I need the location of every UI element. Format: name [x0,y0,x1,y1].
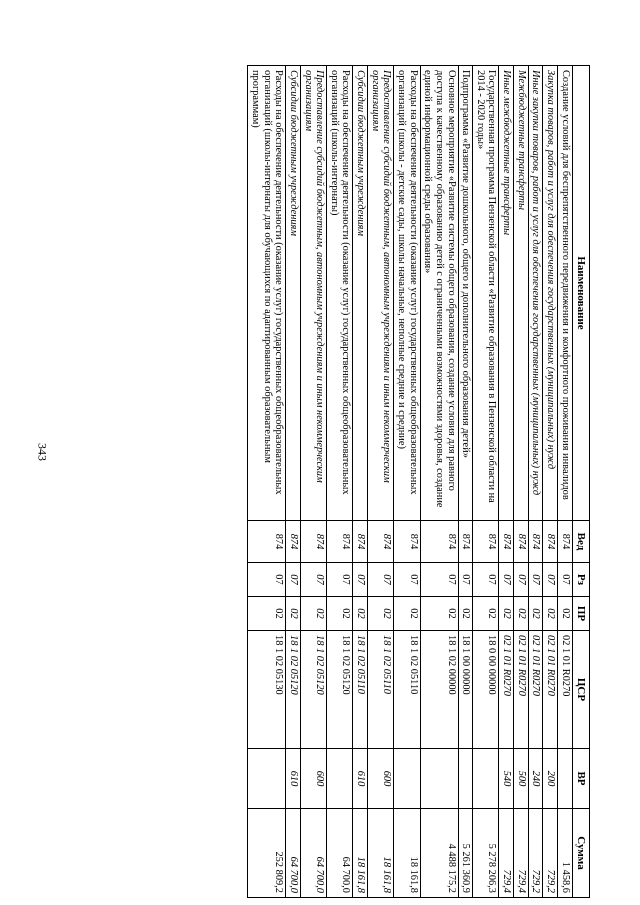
header-pr: ПР [572,597,589,631]
cell-sum: 18 161,8 [353,809,368,898]
cell-sum: 64 700,0 [286,809,301,898]
cell-csr: 18 1 02 05110 [394,631,420,749]
cell-name: Расходы на обеспечение деятельности (оказание услуг) государственных общеобразовательных организаций (школы - детские сады, школы начальные, неполные средние и средние) [394,66,420,521]
cell-rz: 07 [499,563,514,597]
cell-pr: 02 [458,597,473,631]
header-csr: ЦСР [572,631,589,749]
cell-sum: 18 161,8 [368,809,394,898]
cell-csr: 18 1 02 05130 [248,631,286,749]
cell-ved: 874 [420,521,458,563]
cell-vr [327,749,353,809]
cell-sum: 18 161,8 [394,809,420,898]
table-header [572,66,589,898]
cell-ved: 874 [300,521,326,563]
table-row [420,66,458,898]
cell-csr: 02 1 01 R0270 [514,631,529,749]
cell-rz: 07 [248,563,286,597]
cell-csr: 18 1 02 05120 [286,631,301,749]
cell-ved: 874 [458,521,473,563]
cell-vr: 240 [528,749,543,809]
table-row [514,66,529,898]
cell-csr: 18 1 00 00000 [458,631,473,749]
cell-vr [458,749,473,809]
cell-csr: 18 1 02 00000 [420,631,458,749]
table-body [248,66,572,898]
cell-pr: 02 [514,597,529,631]
table-row [327,66,353,898]
cell-pr: 02 [528,597,543,631]
cell-csr: 02 1 01 R0270 [558,631,573,749]
cell-pr: 02 [420,597,458,631]
cell-rz: 07 [286,563,301,597]
cell-csr: 18 0 00 00000 [473,631,499,749]
cell-name: Иные закупки товаров, работ и услуг для обеспечения государственных (муниципальных) нужд [528,66,543,521]
cell-ved: 874 [528,521,543,563]
header-name: Наименование [572,66,589,521]
cell-sum: 729,4 [514,809,529,898]
cell-csr: 02 1 01 R0270 [543,631,558,749]
cell-name: Государственная программа Пензенской области «Развитие образования в Пензенской области на 2014 - 2020 годы» [473,66,499,521]
cell-rz: 07 [300,563,326,597]
cell-ved: 874 [558,521,573,563]
cell-name: Предоставление субсидий бюджетным, автономным учреждениям и иным некоммерческим организациям [300,66,326,521]
cell-name: Расходы на обеспечение деятельности (оказание услуг) государственных общеобразовательных организаций (школы-интернаты для обучающихся по адаптированным образовательным программам) [248,66,286,521]
cell-pr: 02 [300,597,326,631]
cell-name: Закупка товаров, работ и услуг для обеспечения государственных (муниципальных) нужд [543,66,558,521]
cell-sum: 252 809,2 [248,809,286,898]
cell-rz: 07 [368,563,394,597]
cell-name: Подпрограмма «Развитие дошкольного, общего и дополнительного образования детей» [458,66,473,521]
header-rz: Рз [572,563,589,597]
cell-sum: 1 458,6 [558,809,573,898]
page-number: 343 [35,443,50,461]
cell-csr: 18 1 02 05120 [327,631,353,749]
cell-vr: 200 [543,749,558,809]
table-row [528,66,543,898]
table-row [558,66,573,898]
cell-vr [248,749,286,809]
cell-ved: 874 [353,521,368,563]
cell-ved: 874 [394,521,420,563]
table-row [353,66,368,898]
cell-ved: 874 [499,521,514,563]
cell-ved: 874 [473,521,499,563]
cell-vr [473,749,499,809]
cell-sum: 729,2 [528,809,543,898]
cell-rz: 07 [458,563,473,597]
cell-sum: 5 261 360,9 [458,809,473,898]
cell-pr: 02 [394,597,420,631]
table-row [368,66,394,898]
cell-sum: 729,4 [499,809,514,898]
cell-vr [420,749,458,809]
cell-name: Межбюджетные трансферты [514,66,529,521]
cell-ved: 874 [543,521,558,563]
cell-rz: 07 [558,563,573,597]
cell-rz: 07 [353,563,368,597]
cell-pr: 02 [286,597,301,631]
cell-sum: 4 488 175,2 [420,809,458,898]
cell-ved: 874 [248,521,286,563]
table-row [543,66,558,898]
cell-name: Предоставление субсидий бюджетным, автономным учреждениям и иным некоммерческим организациям [368,66,394,521]
cell-rz: 07 [394,563,420,597]
cell-pr: 02 [558,597,573,631]
cell-csr: 18 1 02 05110 [368,631,394,749]
table-row [248,66,286,898]
budget-table [247,65,590,898]
table-row [286,66,301,898]
cell-rz: 07 [420,563,458,597]
cell-vr: 600 [300,749,326,809]
cell-pr: 02 [543,597,558,631]
cell-pr: 02 [499,597,514,631]
cell-vr: 540 [499,749,514,809]
cell-name: Субсидии бюджетным учреждениям [286,66,301,521]
cell-pr: 02 [353,597,368,631]
cell-csr: 18 1 02 05120 [300,631,326,749]
cell-name: Основное мероприятие «Развитие системы общего образования, создание условия для равного доступа к качественному образованию детей с ограниченными возможностями здоровья, создание единой информационной среды образования» [420,66,458,521]
table-row [394,66,420,898]
cell-vr [558,749,573,809]
header-ved: Вед [572,521,589,563]
table-row [300,66,326,898]
cell-rz: 07 [543,563,558,597]
cell-rz: 07 [327,563,353,597]
cell-pr: 02 [248,597,286,631]
rotated-table-wrapper [90,65,590,897]
cell-sum: 5 278 206,3 [473,809,499,898]
cell-sum: 64 700,0 [327,809,353,898]
table-row [473,66,499,898]
cell-name: Субсидии бюджетным учреждениям [353,66,368,521]
table-row [458,66,473,898]
cell-ved: 874 [327,521,353,563]
cell-name: Создание условий для беспрепятственного передвижения и комфортного проживания инвалидов [558,66,573,521]
cell-csr: 18 1 02 05110 [353,631,368,749]
cell-rz: 07 [528,563,543,597]
cell-vr: 600 [368,749,394,809]
cell-csr: 02 1 01 R0270 [528,631,543,749]
header-vr: ВР [572,749,589,809]
cell-vr: 500 [514,749,529,809]
cell-ved: 874 [368,521,394,563]
cell-vr: 610 [286,749,301,809]
cell-rz: 07 [514,563,529,597]
cell-ved: 874 [514,521,529,563]
cell-pr: 02 [327,597,353,631]
cell-ved: 874 [286,521,301,563]
cell-name: Расходы на обеспечение деятельности (оказание услуг) государственных общеобразовательных организаций (школы-интернаты) [327,66,353,521]
cell-vr: 610 [353,749,368,809]
cell-name: Иные межбюджетные трансферты [499,66,514,521]
header-sum: Сумма [572,809,589,898]
cell-rz: 07 [473,563,499,597]
cell-vr [394,749,420,809]
cell-pr: 02 [368,597,394,631]
table-row [499,66,514,898]
cell-csr: 02 1 01 R0270 [499,631,514,749]
cell-pr: 02 [473,597,499,631]
cell-sum: 729,2 [543,809,558,898]
header-row [572,66,589,898]
cell-sum: 64 700,0 [300,809,326,898]
